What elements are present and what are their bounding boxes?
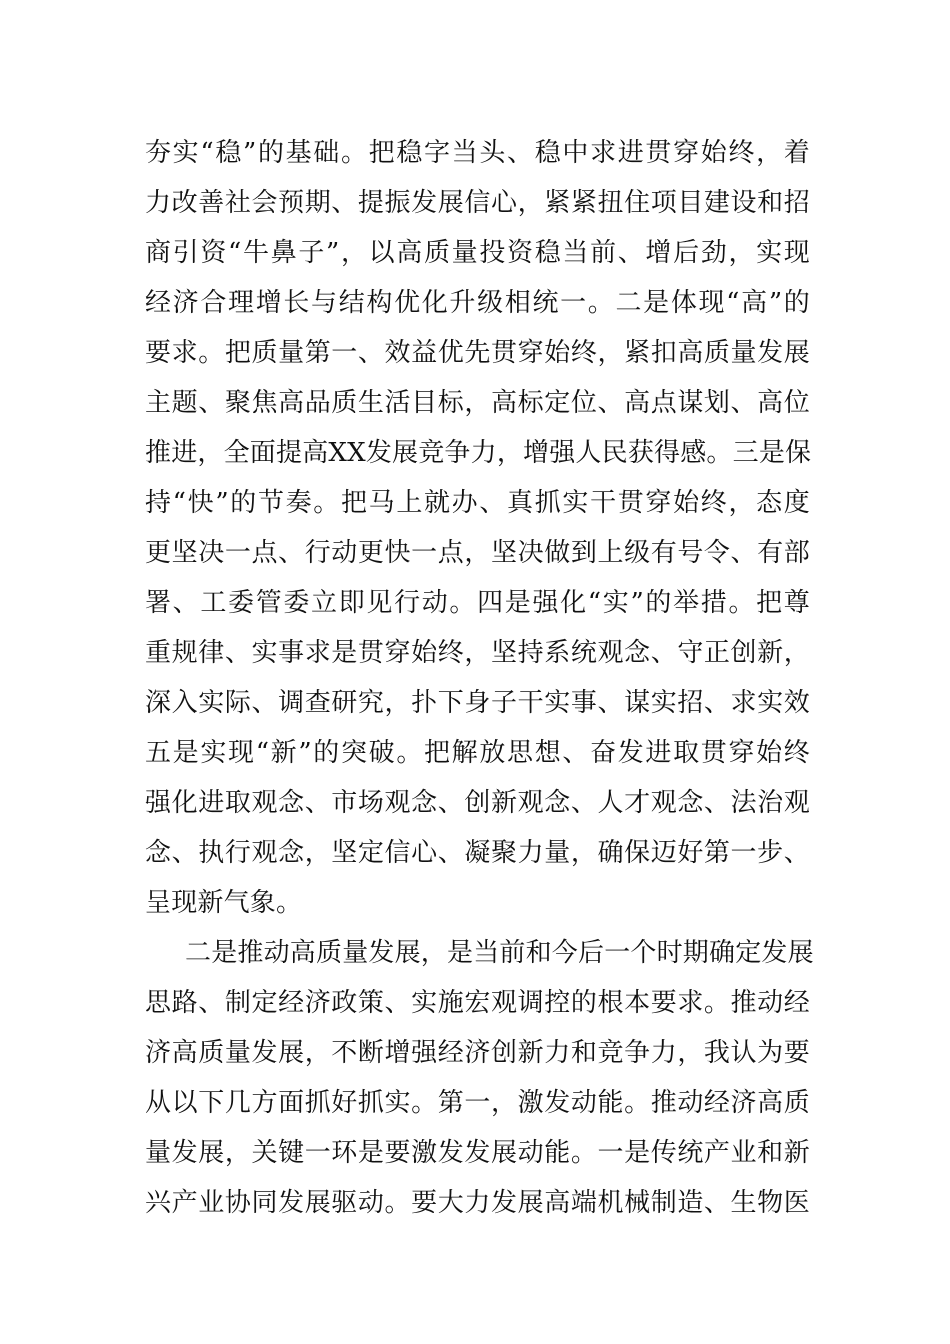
text-line: 济高质量发展，不断增强经济创新力和竞争力，我认为要 [145,1038,810,1068]
text-line: 思路、制定经济政策、实施宏观调控的根本要求。推动经 [145,988,810,1018]
text-line: 重规律、实事求是贯穿始终，坚持系统观念、守正创新， [145,638,810,668]
text-line: 力改善社会预期、提振发展信心，紧紧扭住项目建设和招 [145,188,810,218]
text-line: 经济合理增长与结构优化升级相统一。二是体现“高”的 [145,288,810,318]
text-line: 兴产业协同发展驱动。要大力发展高端机械制造、生物医 [145,1188,810,1218]
text-line: 更坚决一点、行动更快一点，坚决做到上级有号令、有部 [145,538,810,568]
text-line: 量发展，关键一环是要激发发展动能。一是传统产业和新 [145,1138,810,1168]
text-line: 推进，全面提高XX发展竞争力，增强人民获得感。三是保 [145,438,812,468]
paragraph-first-line: 二是推动高质量发展，是当前和今后一个时期确定发展 [185,938,814,968]
text-line: 夯实“稳”的基础。把稳字当头、稳中求进贯穿始终，着 [145,138,810,168]
text-line: 持“快”的节奏。把马上就办、真抓实干贯穿始终，态度 [145,488,810,518]
text-line: 从以下几方面抓好抓实。第一，激发动能。推动经济高质 [145,1088,810,1118]
text-line: 强化进取观念、市场观念、创新观念、人才观念、法治观 [145,788,810,818]
text-line: 呈现新气象。 [145,888,303,918]
text-line: 要求。把质量第一、效益优先贯穿始终，紧扣高质量发展 [145,338,810,368]
text-line: 商引资“牛鼻子”，以高质量投资稳当前、增后劲，实现 [145,238,810,268]
text-line: 署、工委管委立即见行动。四是强化“实”的举措。把尊 [145,588,810,618]
text-line: 深入实际、调查研究，扑下身子干实事、谋实招、求实效 [145,688,810,718]
text-line: 五是实现“新”的突破。把解放思想、奋发进取贯穿始终 [145,738,810,768]
body-text [145,128,814,1228]
text-line: 主题、聚焦高品质生活目标，高标定位、高点谋划、高位 [145,388,810,418]
text-line: 念、执行观念，坚定信心、凝聚力量，确保迈好第一步、 [145,838,810,868]
